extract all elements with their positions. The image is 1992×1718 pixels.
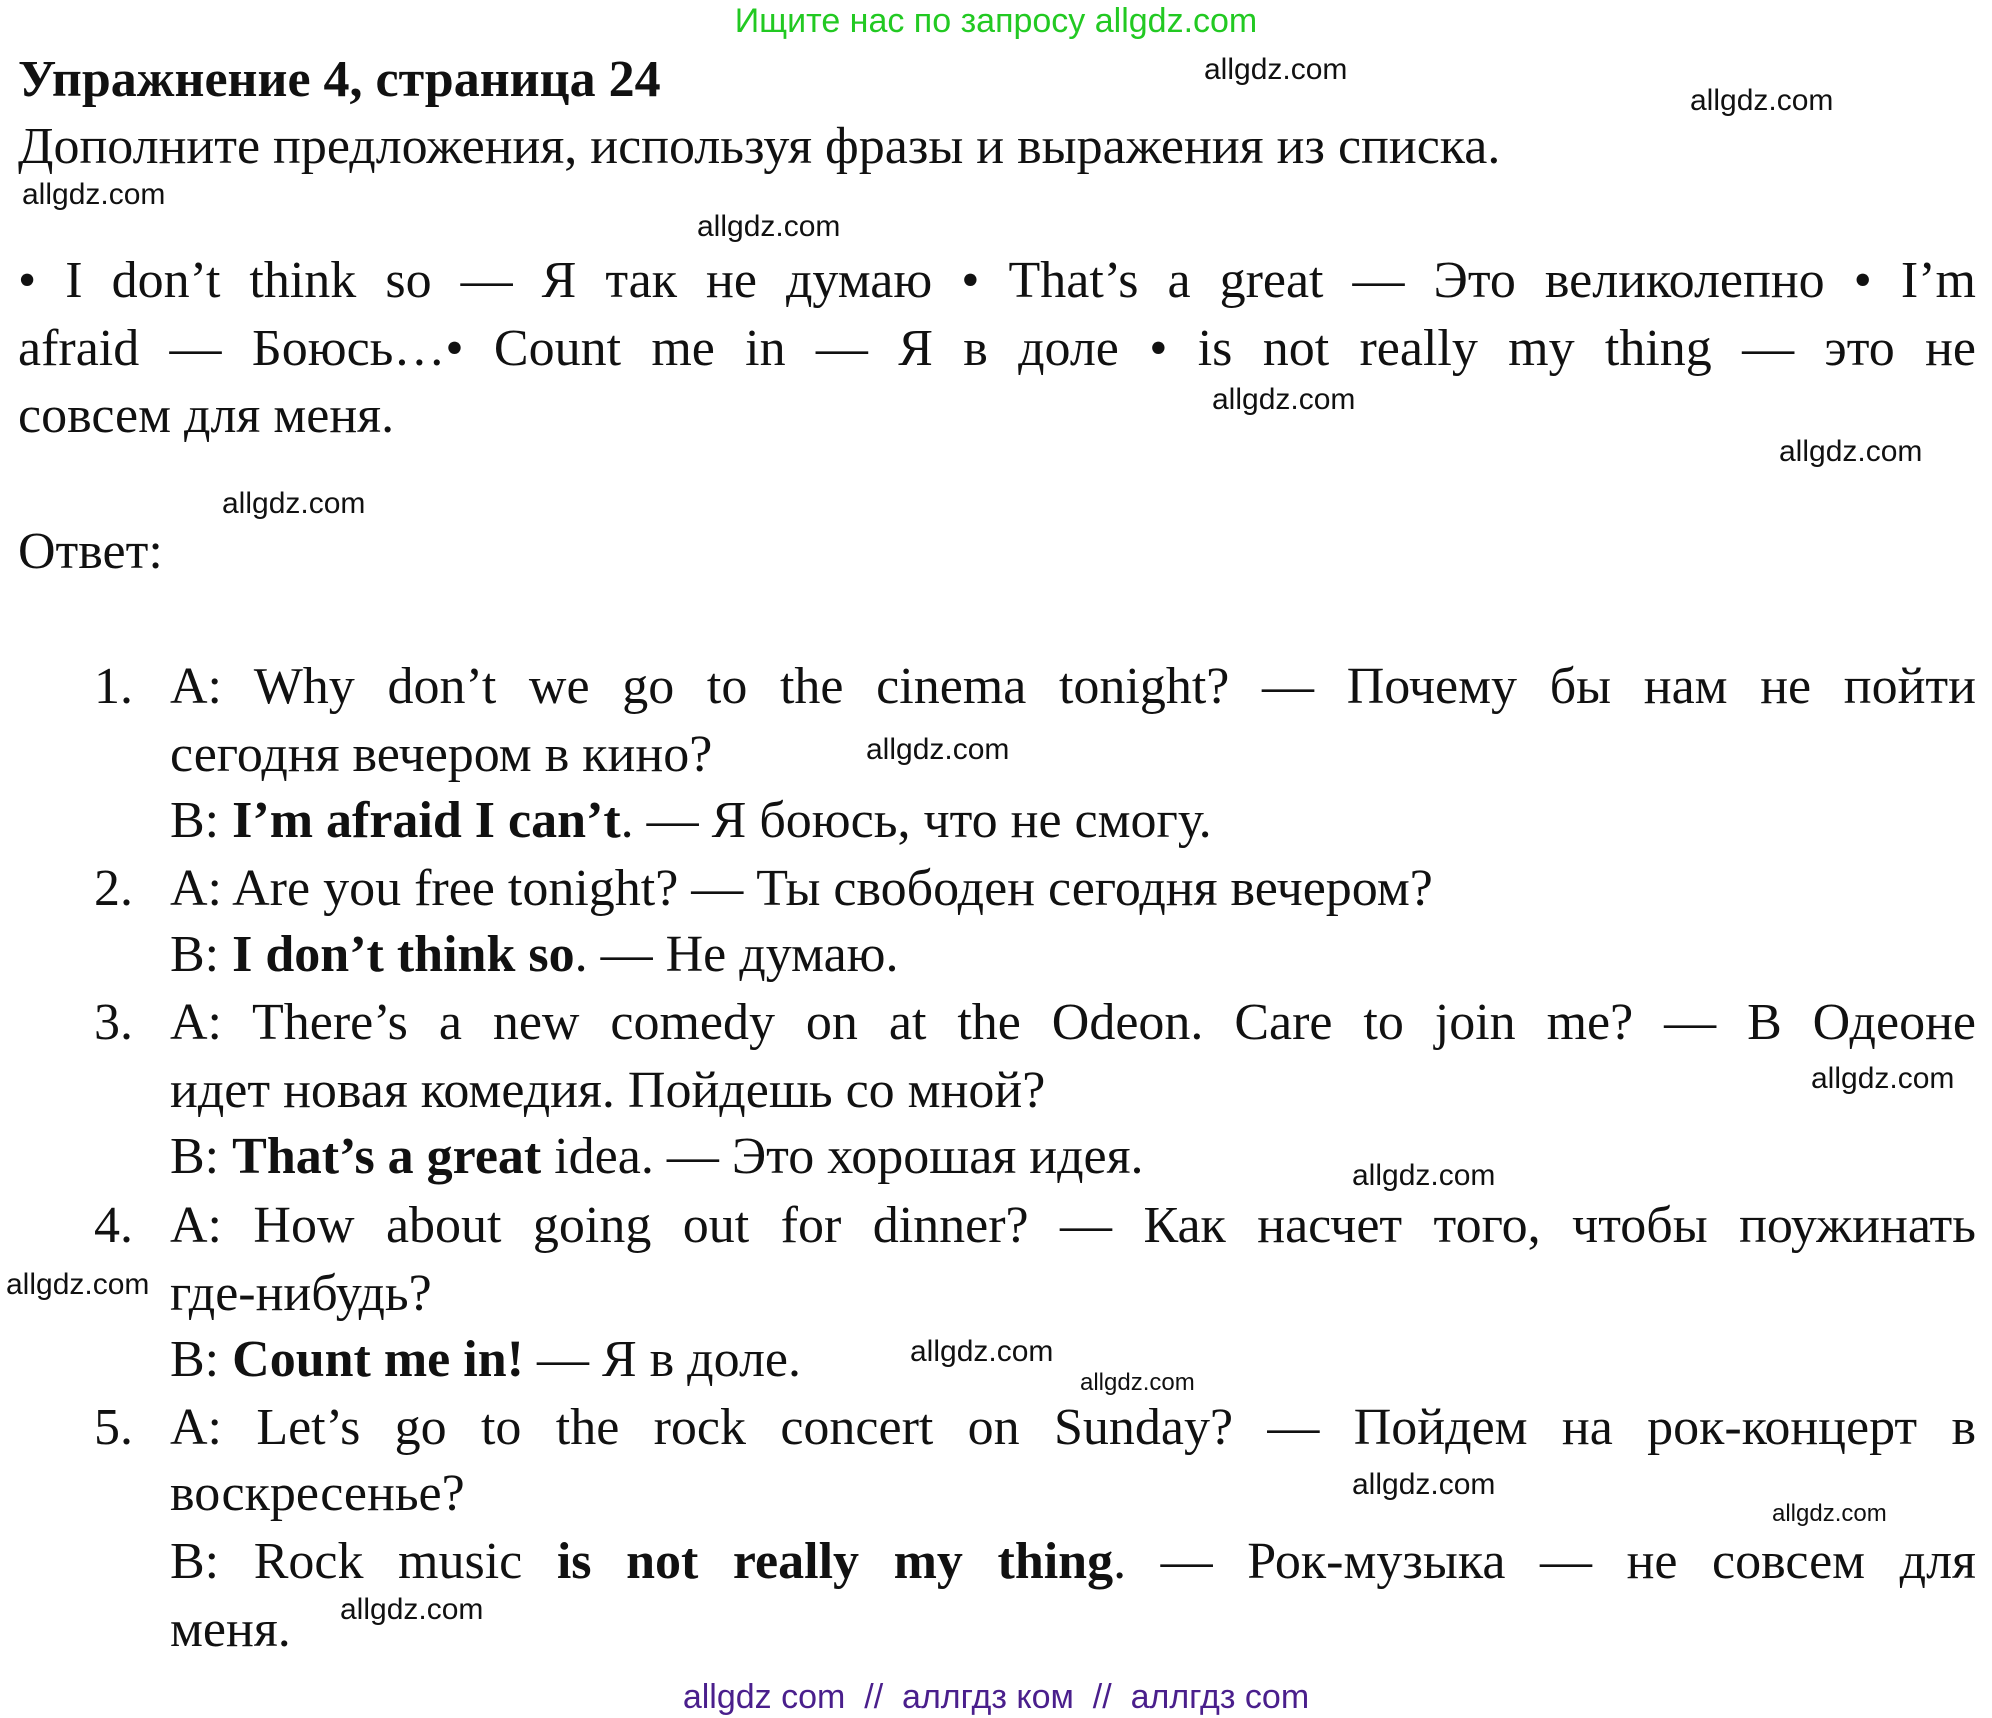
b-suffix: . — Я боюсь, что не смогу. bbox=[620, 792, 1212, 849]
answer-a-line: сегодня вечером в кино? bbox=[170, 726, 713, 783]
b-suffix: idea. — Это хорошая идея. bbox=[541, 1128, 1144, 1185]
item-number: 2. bbox=[94, 860, 133, 917]
answer-b-line bbox=[170, 1534, 1976, 1590]
watermark: allgdz.com bbox=[866, 733, 1010, 766]
b-phrase: I’m afraid I can’t bbox=[232, 792, 621, 849]
watermark: allgdz.com bbox=[1080, 1369, 1195, 1396]
watermark: allgdz.com bbox=[22, 178, 166, 211]
answer-b-line bbox=[170, 927, 899, 983]
b-phrase: I don’t think so bbox=[232, 926, 575, 983]
answer-a-line: A: How about going out for dinner? — Как насчет того, чтобы поужинать bbox=[170, 1197, 1976, 1254]
b-prefix: B: bbox=[170, 1128, 233, 1185]
b-phrase: That’s a great bbox=[232, 1128, 542, 1185]
b-suffix: . — Рок-музыка — не совсем для bbox=[1113, 1533, 1976, 1590]
answer-label: Ответ: bbox=[18, 523, 163, 580]
item-number: 1. bbox=[94, 658, 133, 715]
item-number: 5. bbox=[94, 1399, 133, 1456]
phrase-line: • I don’t think so — Я так не думаю • That’s a great — Это великолепно • I’m bbox=[18, 252, 1976, 309]
watermark: allgdz.com bbox=[1352, 1468, 1496, 1501]
b-suffix: — Я в доле. bbox=[523, 1331, 801, 1388]
answer-a-line: идет новая комедия. Пойдешь со мной? bbox=[170, 1062, 1046, 1119]
answer-b-line bbox=[170, 793, 1212, 849]
answer-a-line: где-нибудь? bbox=[170, 1265, 432, 1322]
page-title: Упражнение 4, страница 24 bbox=[18, 51, 661, 108]
b-prefix: B: Rock music bbox=[170, 1533, 557, 1590]
answer-a-line: A: Are you free tonight? — Ты свободен сегодня вечером? bbox=[170, 860, 1433, 917]
watermark: allgdz.com bbox=[697, 210, 841, 243]
b-phrase: Count me in! bbox=[232, 1331, 524, 1388]
b-prefix: B: bbox=[170, 1331, 233, 1388]
b-prefix: B: bbox=[170, 926, 233, 983]
watermark: allgdz.com bbox=[1212, 383, 1356, 416]
answer-a-line: воскресенье? bbox=[170, 1465, 465, 1522]
b-phrase: is not really my thing bbox=[556, 1533, 1114, 1590]
watermark: allgdz.com bbox=[340, 1593, 484, 1626]
watermark: allgdz.com bbox=[1690, 84, 1834, 117]
answer-a-line: A: Why don’t we go to the cinema tonight? — Почему бы нам не пойти bbox=[170, 658, 1976, 715]
watermark: allgdz.com bbox=[222, 487, 366, 520]
footer-link[interactable]: allgdz com // аллгдз ком // аллгдз com bbox=[682, 1678, 1310, 1716]
watermark: allgdz.com bbox=[1811, 1062, 1955, 1095]
watermark: allgdz.com bbox=[1772, 1500, 1887, 1527]
watermark: allgdz.com bbox=[1204, 53, 1348, 86]
phrase-line: совсем для меня. bbox=[18, 387, 395, 444]
search-hint: Ищите нас по запросу allgdz.com bbox=[734, 2, 1258, 40]
b-prefix: B: bbox=[170, 792, 233, 849]
item-number: 3. bbox=[94, 994, 133, 1051]
watermark: allgdz.com bbox=[6, 1268, 150, 1301]
answer-a-line: A: There’s a new comedy on at the Odeon. Care to join me? — В Одеоне bbox=[170, 994, 1976, 1051]
phrase-line: afraid — Боюсь…• Count me in — Я в доле • is not really my thing — это не bbox=[18, 320, 1976, 377]
b-suffix: . — Не думаю. bbox=[574, 926, 899, 983]
item-number: 4. bbox=[94, 1197, 133, 1254]
instruction: Дополните предложения, используя фразы и выражения из списка. bbox=[18, 118, 1501, 175]
watermark: allgdz.com bbox=[1779, 435, 1923, 468]
watermark: allgdz.com bbox=[910, 1335, 1054, 1368]
watermark: allgdz.com bbox=[1352, 1159, 1496, 1192]
answer-b-line bbox=[170, 1332, 801, 1388]
answer-b-line bbox=[170, 1129, 1144, 1185]
answer-b-line: меня. bbox=[170, 1601, 291, 1658]
answer-a-line: A: Let’s go to the rock concert on Sunday? — Пойдем на рок-концерт в bbox=[170, 1399, 1976, 1456]
